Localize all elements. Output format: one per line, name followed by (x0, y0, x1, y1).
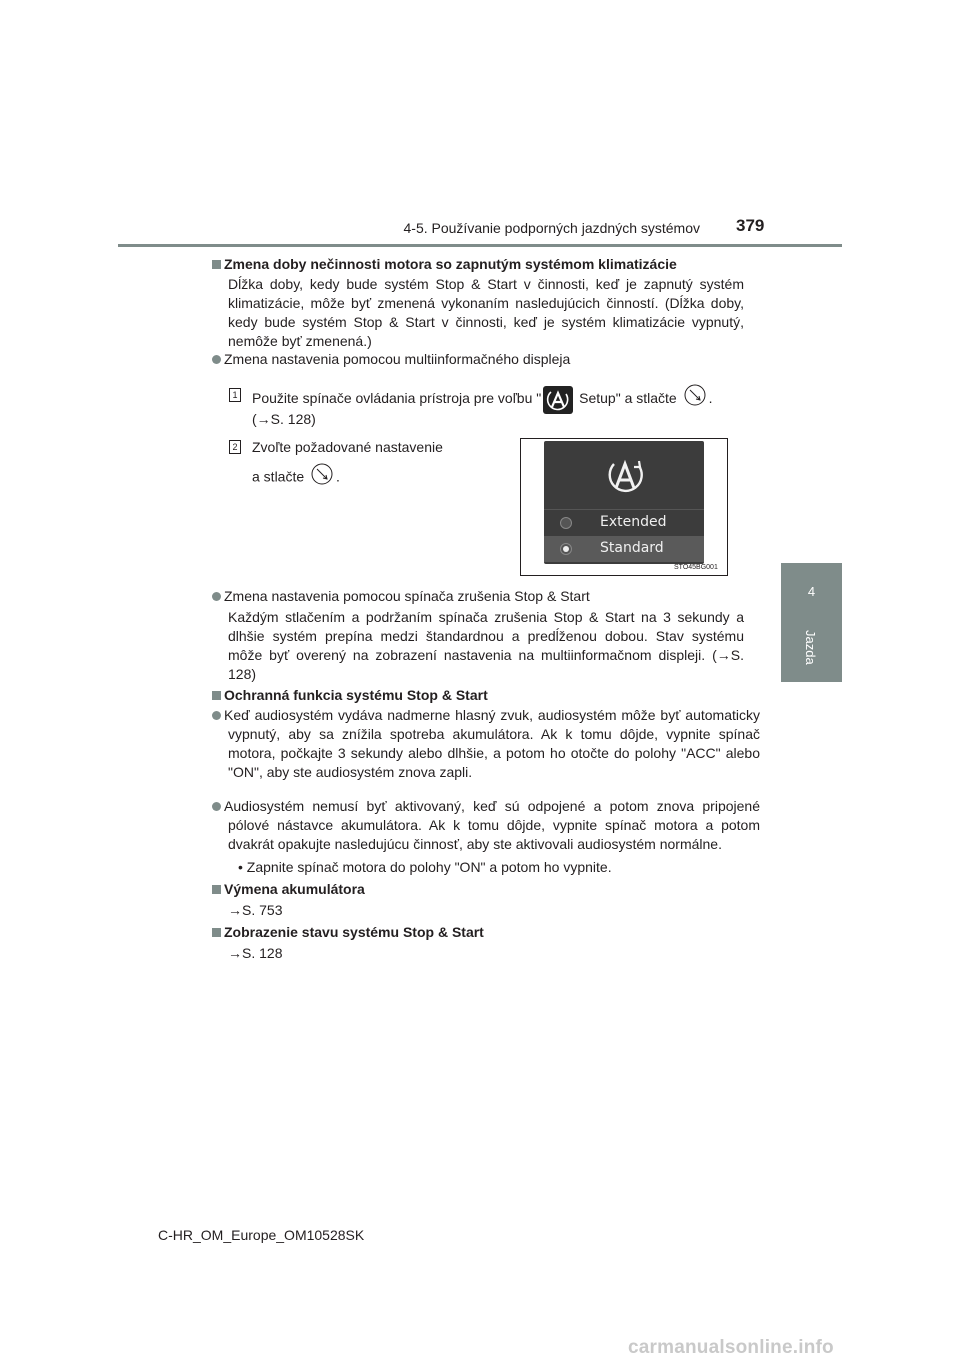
radio-extended (560, 517, 572, 529)
step-1-reference: (→S. 128) (252, 411, 316, 427)
watermark: carmanualsonline.info (628, 1337, 834, 1358)
auto-stop-start-icon (543, 386, 573, 414)
section-heading-battery: Výmena akumulátora (212, 880, 365, 899)
status-reference: →S. 128 (228, 945, 283, 961)
side-tab-label-text: Jazda (803, 630, 818, 665)
protection-sub-item: • Zapnite spínač motora do polohy "ON" a potom ho vypnite. (238, 859, 612, 875)
step-number-2: 2 (229, 440, 241, 454)
section-heading-protection: Ochranná funkcia systému Stop & Start (212, 686, 752, 705)
round-bullet-icon (212, 355, 221, 364)
step-1-text: Použite spínače ovládania prístroja pre voľbu " Setup" a stlačte . (252, 383, 772, 416)
protection-bullet-1: Keď audiosystém vydáva nadmerne hlasný zvuk, audiosystém môže byť automaticky vypnutý, aby sa znížila spotreba akumulátora. Ak k tomu dôjde, vypnite spínač motora, počkajte 3 sekundy alebo dlhšie, a potom ho otočte do polohy "ACC" alebo "ON", aby ste audiosystém znova zapli. (212, 706, 760, 782)
bullet-multiinfo-display: Zmena nastavenia pomocou multiinformačného displeja (212, 350, 752, 369)
header-divider (118, 244, 842, 247)
radio-standard (560, 543, 572, 555)
square-bullet-icon (212, 928, 221, 937)
square-bullet-icon (212, 885, 221, 894)
bullet-cancel-switch: Zmena nastavenia pomocou spínača zrušenia Stop & Start (212, 587, 752, 606)
section-paragraph: Dĺžka doby, kedy bude systém Stop & Start v činnosti, keď je zapnutý systém klimatizácie, môže byť zmenená vykonaním nasledujúcich činností. (Dĺžka doby, kedy bude systém Stop & Start v činnosti, keď je systém klimatizácie vypnutý, nemôže byť zmenená.) (228, 276, 744, 349)
auto-stop-start-logo-icon (601, 456, 651, 501)
page-number: 379 (736, 216, 765, 235)
enter-button-icon (683, 383, 707, 416)
step-number-1: 1 (229, 388, 241, 402)
section-heading-status: Zobrazenie stavu systému Stop & Start (212, 923, 484, 942)
round-bullet-icon (212, 592, 221, 601)
section-heading-idle-time: Zmena doby nečinnosti motora so zapnutým systémom klimatizácie (212, 255, 752, 274)
enter-button-icon (310, 462, 334, 494)
option-standard-selected: Standard (544, 536, 704, 562)
cancel-switch-paragraph: Každým stlačením a podržaním spínača zrušenia Stop & Start na 3 sekundy a dlhšie systém prepína medzi štandardnou a predĺženou dobou. Stav systému môže byť overený na zobrazení nastavenia na multiinformačnom displeji. (→S. 128) (228, 609, 744, 682)
side-tab-number-text: 4 (807, 584, 816, 599)
image-code: STO45BG001 (674, 564, 718, 571)
square-bullet-icon (212, 260, 221, 269)
round-bullet-icon (212, 711, 221, 720)
protection-bullet-2: Audiosystém nemusí byť aktivovaný, keď sú odpojené a potom znova pripojené pólové nástavce akumulátora. Ak k tomu dôjde, vypnite spínač motora a potom dvakrát opakujte nasledujúcu činnosť, aby ste aktivovali audiosystém normálne. (212, 797, 760, 854)
step-2-text-line1: Zvoľte požadované nastavenie (252, 439, 443, 455)
footer-document-code: C-HR_OM_Europe_OM10528SK (158, 1227, 365, 1243)
option-extended: Extended (544, 509, 704, 536)
side-tab-chapter-label (781, 620, 842, 682)
square-bullet-icon (212, 691, 221, 700)
round-bullet-icon (212, 802, 221, 811)
step-2-text-line2: a stlačte . (252, 462, 340, 494)
header-section-title: 4-5. Používanie podporných jazdných systémov (403, 220, 700, 236)
battery-reference: →S. 753 (228, 902, 283, 918)
side-tab-chapter-number (781, 563, 842, 620)
